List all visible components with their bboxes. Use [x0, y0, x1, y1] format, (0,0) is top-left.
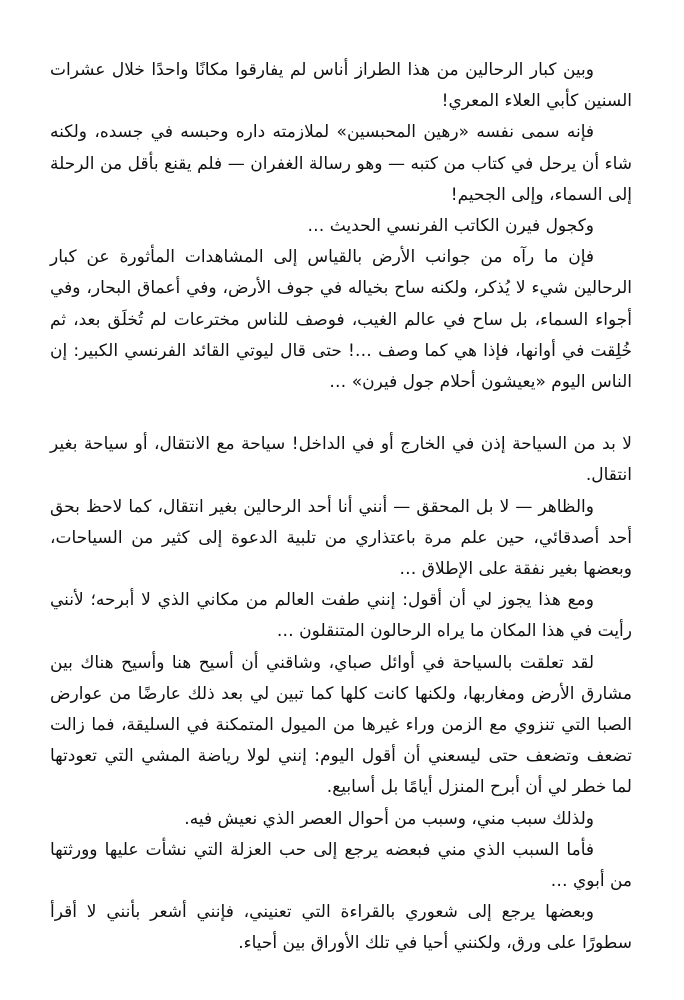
paragraph-6: والظاهر — لا بل المحقق — أنني أنا أحد الرحالين بغير انتقال، كما لاحظ بحق أحد أصدقائي، حين علم مرة باعتذاري من تلبية الدعوة إلى كثير من السياحات، وبعضها بغير نفقة على الإطلاق …	[50, 496, 632, 580]
paragraph-3: وكجول فيرن الكاتب الفرنسي الحديث …	[307, 216, 594, 237]
paragraph-1: وبين كبار الرحالين من هذا الطراز أناس لم يفارقوا مكانًا واحدًا خلال عشرات السنين كأبي العلاء المعري!	[50, 60, 632, 112]
paragraph-9: ولذلك سبب مني، وسبب من أحوال العصر الذي نعيش فيه.	[184, 808, 594, 829]
section-gap	[50, 398, 632, 429]
paragraph-8: لقد تعلقت بالسياحة في أوائل صباي، وشاقني أن أسيح هنا وأسيح هناك بين مشارق الأرض ومغاربها، ولكنها كانت كلها كما تبين لي بعد ذلك عارضًا من عوارض الصبا التي تنزوي مع الزمن وراء غيرها من الميول المتمكنة في السليقة، فما زالت تضعف وتضعف حتى ليسعني أن أقول اليوم: إنني لولا رياضة المشي التي تعودتها لما خطر لي أن أبرح المنزل أيامًا بل أسابيع.	[50, 652, 632, 798]
paragraph-4: فإن ما رآه من جوانب الأرض بالقياس إلى المشاهدات المأثورة عن كبار الرحالين شيء لا يُذكر، ولكنه ساح بخياله في جوف الأرض، وفي أعماق البحار، وفي أجواء السماء، بل ساح في عالم الغيب، فوصف للناس مخترعات لم تُخلَق بعد، ثم خُلِقت في أوانها، فإذا هي كما وصف …! حتى قال ليوتي القائد الفرنسي الكبير: إن الناس اليوم «يعيشون أحلام جول فيرن» …	[50, 247, 632, 393]
paragraph-10: فأما السبب الذي مني فبعضه يرجع إلى حب العزلة التي نشأت عليها وورثتها من أبوي …	[50, 839, 632, 892]
paragraph-7: ومع هذا يجوز لي أن أقول: إنني طفت العالم من مكاني الذي لا أبرحه؛ لأنني رأيت في هذا المكان ما يراه الرحالون المتنقلون …	[50, 590, 632, 642]
paragraph-11: وبعضها يرجع إلى شعوري بالقراءة التي تعنيني، فإنني أشعر بأنني لا أقرأ سطورًا على ورق، ولكنني أحيا في تلك الأوراق بين أحياء.	[50, 902, 632, 954]
paragraph-5: لا بد من السياحة إذن في الخارج أو في الداخل! سياحة مع الانتقال، أو سياحة بغير انتقال.	[50, 434, 632, 486]
paragraph-2: فإنه سمى نفسه «رهين المحبسين» لملازمته داره وحبسه في جسده، ولكنه شاء أن يرحل في كتاب من كتبه — وهو رسالة الغفران — فلم يقنع بأقل من الرحلة إلى السماء، وإلى الجحيم!	[50, 122, 632, 205]
